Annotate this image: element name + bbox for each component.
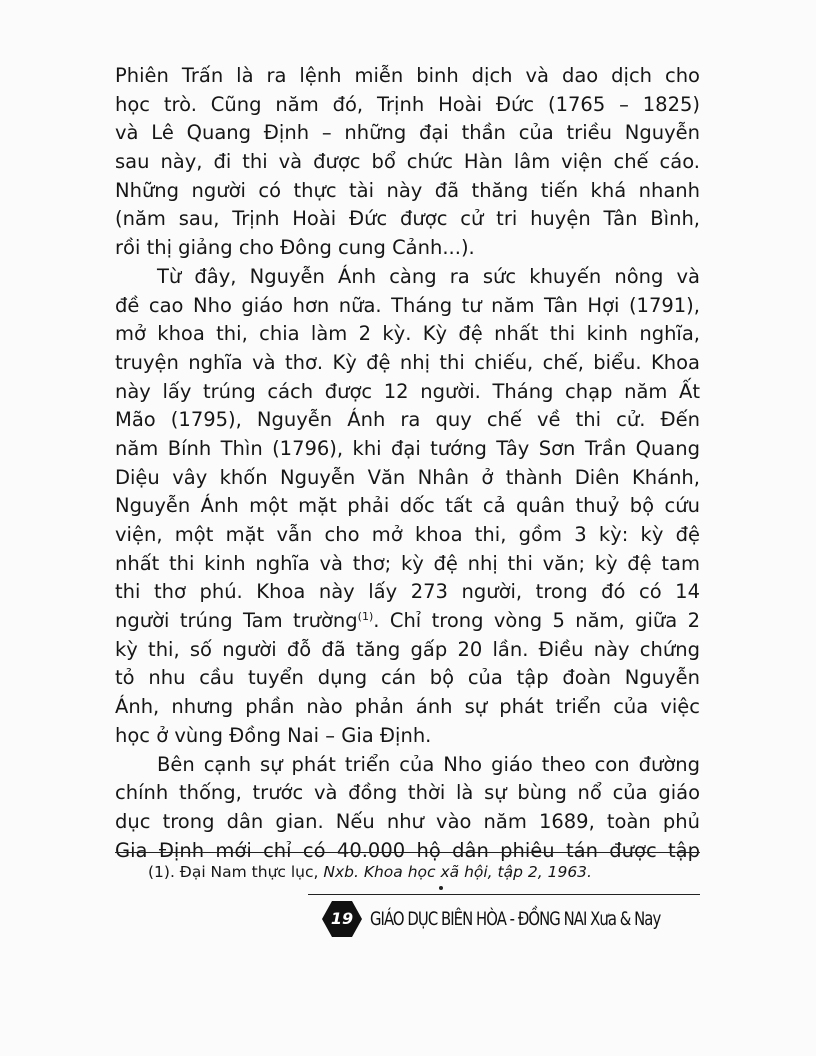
text-segment: . Chỉ trong vòng 5 năm, giữa 2 (373, 609, 700, 633)
text-line: năm Bính Thìn (1796), khi đại tướng Tây Sơn Trần Quang (115, 436, 700, 460)
text-line: Gia Định mới chỉ có 40.000 hộ dân phiêu tán được tập (115, 838, 700, 862)
text-line: tỏ nhu cầu tuyển dụng cán bộ của tập đoàn Nguyễn (115, 666, 700, 690)
text-line: thi thơ phú. Khoa này lấy 273 người, trong đó có 14 (115, 580, 700, 604)
footer-dot (439, 886, 443, 890)
text-segment: người trúng Tam trường (115, 609, 358, 633)
text-line: học trò. Cũng năm đó, Trịnh Hoài Đức (1765 – 1825) (115, 92, 700, 116)
page-number-badge (320, 899, 364, 939)
page-footer (320, 899, 742, 939)
text-line: Bên cạnh sự phát triển của Nho giáo theo con đường (157, 752, 700, 776)
text-line: dục trong dân gian. Nếu như vào năm 1689, toàn phủ (115, 809, 700, 833)
footnote-divider (115, 852, 700, 853)
text-line: Ánh, nhưng phần nào phản ánh sự phát triển của việc (115, 695, 700, 719)
running-title: GIÁO DỤC BIÊN HÒA - ĐỒNG NAI Xưa & Nay (370, 908, 661, 930)
footer-divider (308, 894, 700, 895)
footnote-number: (1). Đại Nam thực lục, (148, 863, 324, 881)
footnote-source: Nxb. Khoa học xã hội, tập 2, 1963. (323, 863, 592, 881)
text-line: mở khoa thi, chia làm 2 kỳ. Kỳ đệ nhất thi kinh nghĩa, (115, 322, 700, 346)
text-line: Nguyễn Ánh một mặt phải dốc tất cả quân thuỷ bộ cứu (115, 494, 700, 518)
text-line: Phiên Trấn là ra lệnh miễn binh dịch và dao dịch cho (115, 64, 700, 87)
text-line: này lấy trúng cách được 12 người. Tháng chạp năm Ất (115, 379, 700, 403)
body-text (115, 62, 700, 865)
text-line: (năm sau, Trịnh Hoài Đức được cử tri huyện Tân Bình, (115, 207, 700, 231)
footnote (148, 861, 592, 883)
text-line: rồi thị giảng cho Đông cung Cảnh...). (115, 236, 475, 260)
text-line: chính thống, trước và đồng thời là sự bùng nổ của giáo (115, 781, 700, 805)
page-number: 19 (330, 909, 354, 928)
text-line: Diệu vây khốn Nguyễn Văn Nhân ở thành Diên Khánh, (115, 465, 700, 489)
text-line: Những người có thực tài này đã thăng tiến khá nhanh (115, 178, 700, 202)
text-line-with-footnote-ref (115, 607, 700, 636)
text-line: Mão (1795), Nguyễn Ánh ra quy chế về thi cử. Đến (115, 408, 700, 432)
text-line: đề cao Nho giáo hơn nữa. Tháng tư năm Tân Hợi (1791), (115, 293, 700, 317)
text-line: viện, một mặt vẫn cho mở khoa thi, gồm 3 kỳ: kỳ đệ (115, 523, 700, 546)
text-line: nhất thi kinh nghĩa và thơ; kỳ đệ nhị thi văn; kỳ đệ tam (115, 551, 700, 575)
text-line: và Lê Quang Định – những đại thần của triều Nguyễn (115, 121, 700, 145)
footnote-reference[interactable]: (1) (357, 610, 374, 624)
text-line: truyện nghĩa và thơ. Kỳ đệ nhị thi chiếu, chế, biểu. Khoa (115, 350, 700, 374)
text-line: học ở vùng Đồng Nai – Gia Định. (115, 723, 432, 747)
text-line: Từ đây, Nguyễn Ánh càng ra sức khuyến nông và (157, 264, 700, 288)
text-line: kỳ thi, số người đỗ đã tăng gấp 20 lần. Điều này chứng (115, 637, 700, 661)
text-line: sau này, đi thi và được bổ chức Hàn lâm viện chế cáo. (115, 150, 700, 174)
